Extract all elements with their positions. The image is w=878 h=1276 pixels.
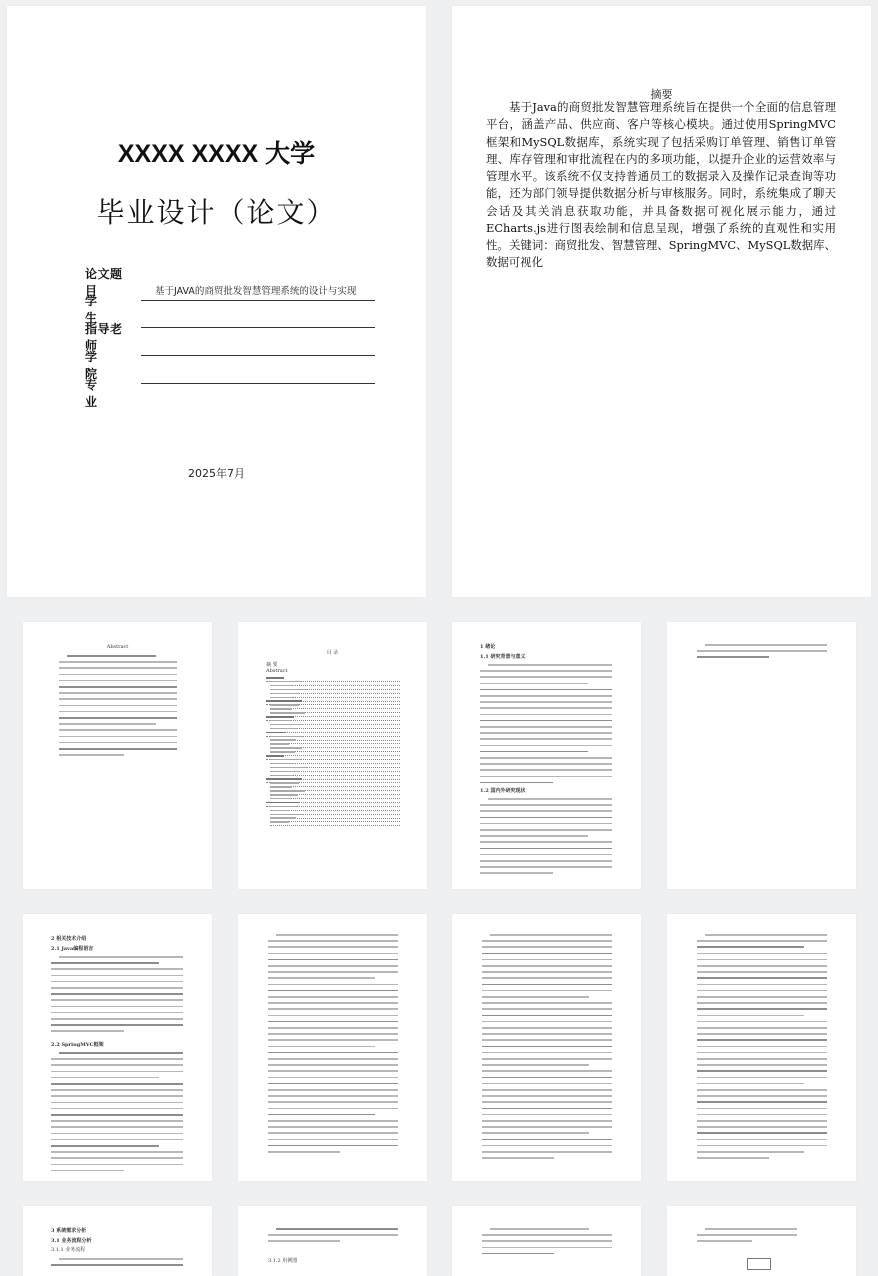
- thumb-text-line: [482, 946, 612, 948]
- thumb-text-line: [268, 1108, 398, 1110]
- thumb-text-line: [697, 1052, 827, 1054]
- thumb-text-line: [697, 1101, 827, 1103]
- thumb-text-line: [482, 1108, 612, 1110]
- thumb-text-line: [268, 1120, 398, 1122]
- thumb-text-line: [59, 1052, 183, 1054]
- thumb-text-line: [697, 1120, 827, 1122]
- thumb-text-line: [482, 1126, 612, 1128]
- thumb-text-line: [59, 1258, 183, 1260]
- thumb-text-line: [697, 1157, 769, 1159]
- thumb-text-line: [697, 1070, 827, 1072]
- thumb-text-line: [268, 1008, 398, 1010]
- thumb-text-line: [51, 987, 183, 989]
- thumb-text-line: [480, 701, 612, 703]
- thumb-text-line: [697, 1234, 797, 1236]
- thumb-toc-entry-line: [270, 790, 305, 792]
- thumb-text-line: [482, 1002, 612, 1004]
- thumb-text-line: [51, 1030, 124, 1032]
- abstract-keywords: 关键词：商贸批发、智慧管理、SpringMVC、MySQL数据库、数据可视化: [486, 238, 836, 270]
- thumb-text-line: [482, 1247, 612, 1249]
- abstract-heading: 摘要: [650, 88, 673, 101]
- thumb-toc-entry-line: [270, 798, 291, 800]
- thumb-toc-entry-line: [270, 806, 297, 808]
- thumb-text-line: [51, 1157, 183, 1159]
- thumb-text-line: [697, 1046, 827, 1048]
- thumb-text-line: [482, 1157, 554, 1159]
- thumb-toc-entry-line: [266, 778, 302, 780]
- thumb-text-line: [480, 804, 612, 806]
- thumb-text-line: [51, 1151, 183, 1153]
- thumb-toc-entry-line: [270, 767, 307, 769]
- thumb-text-line: [480, 810, 612, 812]
- thumb-text-line: [268, 1101, 398, 1103]
- thumb-text-line: [480, 726, 612, 728]
- thumb-text-line: [268, 1095, 398, 1097]
- thumb-text-line: [268, 977, 375, 979]
- field-line-topic: [141, 278, 375, 301]
- thumb-text-line: [482, 977, 612, 979]
- thumb-toc-entry-line: [270, 810, 290, 812]
- thumb-text-line: [59, 698, 177, 700]
- thumb-text-line: [51, 1164, 183, 1166]
- thumb-text-line: [490, 1228, 589, 1230]
- thumb-text-line: [697, 1083, 804, 1085]
- field-line-major: [141, 390, 375, 412]
- thumb-toc-entry-line: [270, 751, 295, 753]
- thumb-text-line: [67, 655, 156, 657]
- thumb-text-line: [480, 848, 612, 850]
- thumb-text-line: [59, 680, 177, 682]
- thumb-toc-entry-line: [270, 775, 293, 777]
- thumb-ch1-heading: 1 绪论: [480, 644, 496, 650]
- thumb-text-line: [268, 965, 398, 967]
- field-label-student-text: 学生: [85, 294, 120, 325]
- thumb-text-line: [697, 1064, 827, 1066]
- cover-page: [7, 6, 426, 597]
- thumb-text-line: [480, 738, 612, 740]
- thumb-text-line: [480, 872, 553, 874]
- thumb-ch3-s2: 3.1.1 业务流程: [51, 1247, 86, 1253]
- thumb-toc-entry-line: [266, 802, 300, 804]
- thumb-toc-entry-line: [270, 747, 302, 749]
- thumb-text-line: [59, 705, 177, 707]
- thumb-text-line: [480, 823, 612, 825]
- thumb-text-line: [697, 984, 827, 986]
- thumb-text-line: [482, 1039, 612, 1041]
- thumb-toc-entry-line: [270, 724, 304, 726]
- field-label-advisor: 指导老师: [85, 322, 123, 353]
- thumb-text-line: [697, 1089, 827, 1091]
- thumb-text-line: [51, 1170, 124, 1172]
- thumb-text-line: [705, 1228, 797, 1230]
- thumb-ch1-s2: 1.2 国内外研究现状: [480, 788, 526, 794]
- university-name: XXXX XXXX 大学: [117, 140, 316, 168]
- thumb-text-line: [482, 1064, 589, 1066]
- thumb-toc-entry-line: [270, 708, 292, 710]
- thumb-text-line: [268, 1070, 398, 1072]
- thumb-text-line: [480, 769, 612, 771]
- thumb-text-line: [697, 1015, 804, 1017]
- thumb-text-line: [705, 644, 827, 646]
- thumb-ch3-heading: 3 系统需求分析: [51, 1228, 87, 1234]
- thumb-text-line: [268, 1015, 398, 1017]
- thumb-text-line: [480, 707, 612, 709]
- thumb-text-line: [268, 1046, 375, 1048]
- thumb-text-line: [482, 1240, 612, 1242]
- thumb-toc-entry-line: [266, 732, 286, 734]
- thumb-text-line: [697, 1058, 827, 1060]
- thumb-text-line: [482, 1145, 612, 1147]
- thumb-toc-entry-line: [270, 739, 296, 741]
- thumb-text-line: [268, 1077, 398, 1079]
- thumb-toc-entry-line: [270, 759, 301, 761]
- thumb-text-line: [697, 1108, 827, 1110]
- thumb-toc-entry-line: [266, 677, 284, 679]
- thumb-text-line: [268, 1039, 398, 1041]
- thumb-text-line: [268, 1132, 398, 1134]
- thumb-text-line: [697, 650, 827, 652]
- thumb-text-line: [268, 1126, 398, 1128]
- thumb-text-line: [697, 959, 827, 961]
- thumb-text-line: [480, 670, 612, 672]
- thumb-text-line: [482, 1151, 612, 1153]
- thumb-text-line: [482, 940, 612, 942]
- thumb-toc-entry-line: [270, 817, 296, 819]
- thumb-ch3-s1: 3.1 业务流程分析: [51, 1238, 92, 1244]
- thumb-text-line: [268, 953, 398, 955]
- thumb-diagram-box: [747, 1258, 771, 1270]
- thumb-text-line: [59, 674, 177, 676]
- thumb-text-line: [480, 817, 612, 819]
- thumb-text-line: [697, 1021, 827, 1023]
- thumb-text-line: [480, 841, 612, 843]
- thumb-text-line: [482, 1089, 612, 1091]
- thumb-text-line: [51, 1114, 183, 1116]
- thumb-text-line: [480, 854, 612, 856]
- thumb-text-line: [268, 1151, 340, 1153]
- thumb-page-ch3: [23, 1206, 212, 1276]
- thumb-text-line: [482, 1132, 589, 1134]
- thumb-text-line: [482, 1114, 612, 1116]
- thumb-text-line: [480, 676, 612, 678]
- thumb-toc-entry-line: [266, 755, 284, 757]
- thumb-text-line: [59, 686, 177, 688]
- thumb-page-ch2-cont: [238, 914, 427, 1181]
- thumb-text-line: [51, 975, 183, 977]
- thumb-text-line: [480, 714, 612, 716]
- thumb-toc-entry-line: [270, 689, 307, 691]
- thumb-text-line: [59, 748, 177, 750]
- thumb-toc-heading: 目 录: [326, 650, 339, 656]
- thumb-ch2-s2: 2.2 SpringMVC框架: [51, 1042, 104, 1048]
- thumb-text-line: [480, 757, 612, 759]
- thumb-text-line: [480, 763, 612, 765]
- abstract-paragraph: 基于Java的商贸批发智慧管理系统旨在提供一个全面的信息管理平台，涵盖产品、供应商、客户等核心模块。通过使用SpringMVC框架和MySQL数据库，系统实现了包括采购订单管理、销售订单管理、库存管理和审批流程在内的多项功能，以提升企业的运营效率与管理水平。该系统不仅支持普通员工的数据录入及操作记录查询等功能，还为部门领导提供数据分析与审核服务。同时，系统集成了聊天会话及其关消息获取功能，并具备数据可视化展示能力，通过ECharts.js进行图表绘制和信息呈现，增强了系统的直观性和实用性。: [486, 100, 836, 253]
- thumb-toc-entry-line: [270, 712, 305, 714]
- thumb-text-line: [268, 1139, 398, 1141]
- thumb-text-line: [697, 1126, 827, 1128]
- thumb-text-line: [59, 956, 183, 958]
- thumb-text-line: [480, 751, 588, 753]
- thumb-text-line: [705, 934, 827, 936]
- thumb-text-line: [697, 656, 769, 658]
- field-line-student: [141, 305, 375, 328]
- thumb-text-line: [51, 981, 183, 983]
- thumb-text-line: [51, 1006, 183, 1008]
- thumb-text-line: [482, 1139, 612, 1141]
- thumb-text-line: [482, 990, 612, 992]
- thumb-toc-entry-line: [270, 782, 299, 784]
- thesis-topic-value: 基于JAVA的商贸批发智慧管理系统的设计与实现: [155, 286, 357, 297]
- thumb-toc-entry-line: [270, 704, 299, 706]
- thumb-toc-first: 摘 要: [266, 662, 278, 668]
- thumb-text-line: [276, 934, 398, 936]
- thumb-page-ch3-cont-2: [452, 1206, 641, 1276]
- thumb-text-line: [51, 1024, 183, 1026]
- thumb-text-line: [268, 1114, 375, 1116]
- thumb-toc-entry-line: [266, 716, 294, 718]
- thumb-text-line: [697, 996, 827, 998]
- thumb-text-line: [697, 1077, 827, 1079]
- thumb-text-line: [697, 1027, 827, 1029]
- abstract-page: [452, 6, 871, 597]
- thumb-text-line: [59, 754, 124, 756]
- thumb-text-line: [51, 1145, 159, 1147]
- thumb-toc-entry-line: [270, 771, 300, 773]
- thumb-text-line: [490, 934, 612, 936]
- thumb-toc-entry-line: [270, 794, 298, 796]
- thumb-ch2-s1: 2.1 Java编程语言: [51, 946, 94, 952]
- thumb-text-line: [268, 1027, 398, 1029]
- thumb-text-line: [268, 971, 398, 973]
- thumb-text-line: [268, 1002, 398, 1004]
- thumb-text-line: [697, 1114, 827, 1116]
- thumb-text-line: [482, 1015, 612, 1017]
- thumb-text-line: [51, 1095, 183, 1097]
- thumb-text-line: [51, 1120, 183, 1122]
- thumb-text-line: [482, 996, 589, 998]
- thumb-text-line: [51, 1139, 183, 1141]
- thumb-text-line: [480, 689, 612, 691]
- thumb-text-line: [59, 717, 177, 719]
- thumb-page-abstract-en: [23, 622, 212, 889]
- thumb-text-line: [480, 860, 612, 862]
- cover-date: 2025年7月: [188, 467, 245, 480]
- thumb-toc-entry-line: [270, 743, 289, 745]
- thumb-text-line: [697, 1033, 827, 1035]
- thumb-text-line: [482, 1083, 612, 1085]
- thumb-text-line: [51, 1102, 183, 1104]
- thumb-page-toc: [238, 622, 427, 889]
- thumb-text-line: [51, 1126, 183, 1128]
- thumb-text-line: [482, 1095, 612, 1097]
- thumb-page-ch1: [452, 622, 641, 889]
- thumb-text-line: [268, 1089, 398, 1091]
- thumb-toc-entry-line: [266, 700, 302, 702]
- thumb-text-line: [697, 1039, 827, 1041]
- thumb-text-line: [482, 1046, 612, 1048]
- thumb-text-line: [268, 1234, 398, 1236]
- thumb-text-line: [482, 1008, 612, 1010]
- thumb-text-line: [480, 829, 612, 831]
- thumb-toc-second: Abstract: [266, 668, 288, 674]
- thumb-text-line: [697, 1132, 827, 1134]
- thumb-toc-entry-line: [270, 736, 303, 738]
- thumb-toc-entry-line: [270, 728, 297, 730]
- thumb-toc-entry-line: [270, 814, 303, 816]
- thumb-text-line: [51, 962, 159, 964]
- thumb-text-line: [482, 984, 612, 986]
- thumb-text-line: [59, 711, 177, 713]
- thumb-text-line: [697, 1008, 827, 1010]
- thumb-toc-entry-line: [270, 681, 301, 683]
- thumb-text-line: [482, 1120, 612, 1122]
- thumb-page-ch1-cont: [667, 622, 856, 889]
- thumb-text-line: [482, 971, 612, 973]
- thumb-toc-entry-line: [270, 720, 291, 722]
- thumb-text-line: [268, 1021, 398, 1023]
- thumb-text-line: [51, 1077, 159, 1079]
- thumb-text-line: [51, 1264, 183, 1266]
- thumb-text-line: [51, 993, 183, 995]
- thumb-text-line: [488, 664, 612, 666]
- thumb-text-line: [268, 1145, 398, 1147]
- thumb-text-line: [59, 729, 177, 731]
- thumb-toc-entry-line: [270, 786, 292, 788]
- thumb-text-line: [480, 683, 588, 685]
- thumb-text-line: [51, 1083, 183, 1085]
- thumb-text-line: [482, 1234, 612, 1236]
- thumb-toc-entry-line: [270, 763, 294, 765]
- field-label-major-text: 专业: [85, 378, 120, 409]
- thumb-text-line: [268, 1033, 398, 1035]
- thumb-text-line: [59, 692, 177, 694]
- thumb-text-line: [268, 1240, 340, 1242]
- thumb-text-line: [697, 990, 827, 992]
- thumb-text-line: [59, 667, 177, 669]
- thumb-toc-entry-line: [270, 685, 294, 687]
- thumb-text-line: [482, 1101, 612, 1103]
- thumb-text-line: [51, 1018, 183, 1020]
- thumb-text-line: [268, 984, 398, 986]
- thumb-text-line: [480, 776, 612, 778]
- thumb-text-line: [51, 1064, 183, 1066]
- thumb-text-line: [268, 1083, 398, 1085]
- thumb-text-line: [51, 1071, 183, 1073]
- thumb-text-line: [480, 745, 612, 747]
- thesis-type-title: 毕业设计（论文）: [96, 196, 337, 229]
- thumb-text-line: [482, 953, 612, 955]
- thumb-text-line: [51, 1133, 183, 1135]
- thumb-text-line: [59, 723, 156, 725]
- thumb-text-line: [59, 742, 177, 744]
- thumb-text-line: [488, 798, 612, 800]
- thumb-text-line: [697, 940, 827, 942]
- thumb-toc-entry-line: [270, 697, 293, 699]
- thumb-text-line: [482, 1052, 612, 1054]
- thumb-text-line: [482, 1077, 612, 1079]
- field-label-major: [85, 376, 131, 410]
- thumb-text-line: [480, 720, 612, 722]
- thumb-text-line: [697, 1145, 827, 1147]
- thumb-text-line: [482, 1021, 612, 1023]
- thumb-text-line: [268, 946, 398, 948]
- thumb-page-ch2-cont-2: [452, 914, 641, 1181]
- field-label-topic: 论文题目: [85, 267, 123, 298]
- thumb-toc-entry-line: [270, 693, 300, 695]
- thumb-text-line: [697, 1240, 752, 1242]
- thumb-page-ch2-cont-3: [667, 914, 856, 1181]
- thumb-text-line: [51, 1012, 183, 1014]
- thumb-page-ch2: [23, 914, 212, 1181]
- thumb-text-line: [480, 695, 612, 697]
- field-line-advisor: [141, 333, 375, 356]
- field-label-college-text: 学院: [85, 350, 120, 381]
- thumb-text-line: [268, 940, 398, 942]
- thumb-text-line: [51, 999, 183, 1001]
- thumb-text-line: [697, 965, 827, 967]
- thumb-text-line: [268, 1052, 398, 1054]
- thumb-text-line: [482, 1027, 612, 1029]
- thumb-text-line: [697, 971, 827, 973]
- thumb-text-line: [482, 1058, 612, 1060]
- thumb-text-line: [268, 990, 398, 992]
- thumb-ch3-s3: 3.1.2 用例图: [268, 1258, 298, 1264]
- thumb-text-line: [51, 1089, 183, 1091]
- thumb-text-line: [482, 965, 612, 967]
- thumb-text-line: [482, 1033, 612, 1035]
- thumb-text-line: [482, 1070, 612, 1072]
- thumb-text-line: [480, 866, 612, 868]
- thumb-text-line: [482, 959, 612, 961]
- thumb-text-line: [51, 1058, 183, 1060]
- field-line-college: [141, 361, 375, 384]
- thumb-text-line: [480, 835, 588, 837]
- thumb-ch1-s1: 1.1 研究背景与意义: [480, 654, 526, 660]
- thumb-text-line: [59, 736, 177, 738]
- thumb-text-line: [697, 953, 827, 955]
- thumb-text-line: [697, 1095, 827, 1097]
- thumb-text-line: [482, 1253, 554, 1255]
- thumb-text-line: [268, 1058, 398, 1060]
- thumb-text-line: [697, 977, 827, 979]
- thumb-text-line: [697, 1139, 827, 1141]
- thumb-text-line: [268, 1064, 398, 1066]
- thumb-text-line: [697, 1151, 804, 1153]
- thumb-text-line: [276, 1228, 398, 1230]
- thumb-abstract-en-heading: Abstract: [106, 644, 129, 650]
- thumb-text-line: [480, 782, 553, 784]
- thumb-toc-row: [270, 820, 400, 826]
- thumb-text-line: [51, 1108, 183, 1110]
- thumb-text-line: [480, 732, 612, 734]
- thumb-ch2-heading: 2 相关技术介绍: [51, 936, 87, 942]
- thumb-toc-entry-line: [270, 821, 289, 823]
- thumb-text-line: [697, 946, 804, 948]
- thumb-text-line: [697, 1002, 827, 1004]
- thumb-text-line: [268, 996, 398, 998]
- thumb-text-line: [268, 959, 398, 961]
- thumb-page-ch3-cont-3: [667, 1206, 856, 1276]
- thumb-text-line: [59, 661, 177, 663]
- thumb-page-ch3-cont: [238, 1206, 427, 1276]
- thumb-text-line: [51, 968, 183, 970]
